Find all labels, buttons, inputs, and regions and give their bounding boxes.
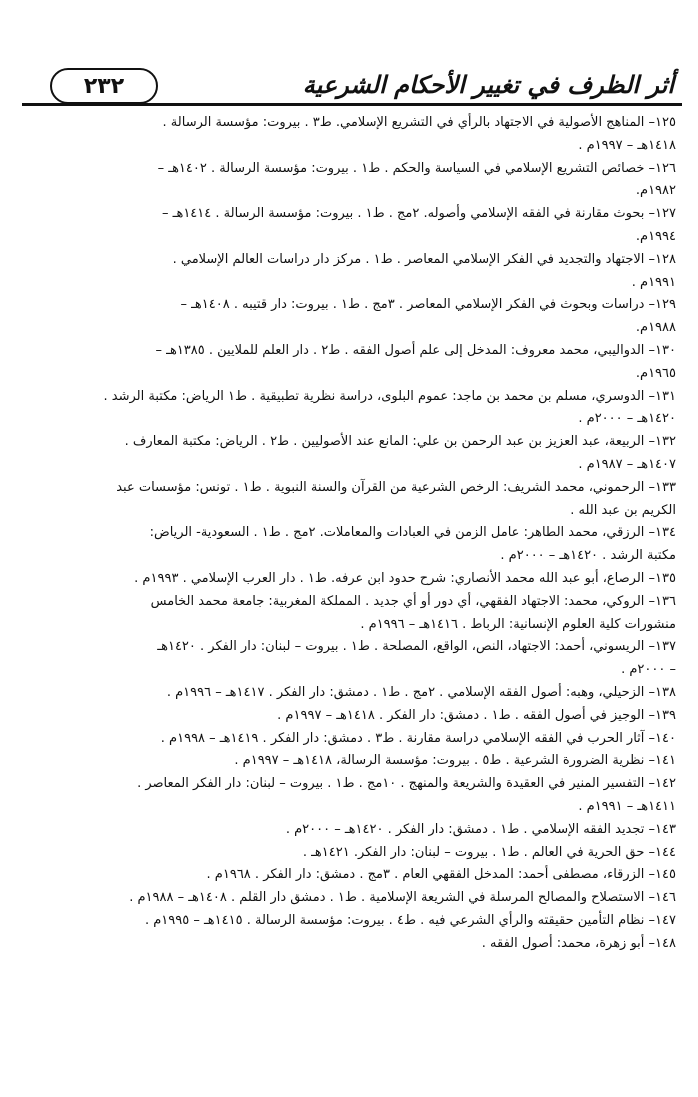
entry-number: ١٤١ <box>655 753 676 769</box>
bibliography-entry: ١٢٨– الاجتهاد والتجديد في الفكر الإسلامي المعاصر . ط١ . مركز دار دراسات العالم الإسلامي . ١٩٩١م . <box>16 249 676 295</box>
entry-text-line: الوجيز في أصول الفقه . ط١ . دمشق: دار الفكر . ١٤١٨هـ – ١٩٩٧م . <box>277 707 645 723</box>
bibliography-entry: ١٤٢– التفسير المنير في العقيدة والشريعة والمنهج . ١٠مج . ط١ . بيروت – لبنان: دار الفكر المعاصر . ١٤١١هـ – ١٩٩١م . <box>16 773 676 819</box>
entry-text-line: الدوسري، مسلم بن محمد بن ماجد: عموم البلوى، دراسة نظرية تطبيقية . ط١ الرياض: مكتبة الرشد . <box>103 388 645 404</box>
entry-text-line: ١٩٨٨م. <box>635 320 676 336</box>
entry-number: ١٢٥ <box>655 115 676 130</box>
page-header <box>22 62 682 108</box>
entry-text-line: الزرقاء، مصطفى أحمد: المدخل الفقهي العام . ٣مج . دمشق: دار الفكر . ١٩٦٨م . <box>206 867 645 883</box>
entry-number: ١٣٨ <box>655 684 676 700</box>
bibliography-entry: ١٣٩– الوجيز في أصول الفقه . ط١ . دمشق: دار الفكر . ١٤١٨هـ – ١٩٩٧م . <box>277 707 676 723</box>
entry-text-line: ١٤٠٧هـ – ١٩٨٧م . <box>578 456 676 472</box>
entry-number: ١٤٢ <box>655 776 676 792</box>
entry-text-line: خصائص التشريع الإسلامي في السياسة والحكم . ط١ . بيروت: مؤسسة الرسالة . ١٤٠٢هـ – <box>157 160 645 176</box>
entry-number: ١٤٦ <box>655 890 676 906</box>
entry-text-line: أبو زهرة، محمد: أصول الفقه . <box>481 935 645 951</box>
bibliography-entry: ١٤٦– الاستصلاح والمصالح المرسلة في الشريعة الإسلامية . ط١ . دمشق دار القلم . ١٤٠٨هـ – ١٩٨٨م . <box>129 890 676 906</box>
entry-number: ١٢٨ <box>655 251 676 267</box>
entry-text-line: ١٤١١هـ – ١٩٩١م . <box>578 798 676 814</box>
bibliography-entry: ١٤٨– أبو زهرة، محمد: أصول الفقه . <box>481 935 676 951</box>
entry-number: ١٣٩ <box>655 707 676 723</box>
entry-text-line: آثار الحرب في الفقه الإسلامي دراسة مقارنة . ط٣ . دمشق: دار الفكر . ١٤١٩هـ – ١٩٩٨م . <box>160 730 645 746</box>
entry-text-line: ١٩٩٤م. <box>635 228 676 244</box>
entry-text-line: الريسوني، أحمد: الاجتهاد، النص، الواقع، المصلحة . ط١ . بيروت – لبنان: دار الفكر . ١٤٢٠هـ <box>157 639 645 655</box>
header-rule <box>22 103 682 106</box>
entry-text-line: تجديد الفقه الإسلامي . ط١ . دمشق: دار الفكر . ١٤٢٠هـ – ٢٠٠٠م . <box>285 821 645 837</box>
bibliography-entry: ١٤٥– الزرقاء، مصطفى أحمد: المدخل الفقهي العام . ٣مج . دمشق: دار الفكر . ١٩٦٨م . <box>206 867 676 883</box>
entry-text-line: حق الحرية في العالم . ط١ . بيروت – لبنان: دار الفكر. ١٤٢١هـ . <box>302 844 645 860</box>
entry-text-line: المناهج الأصولية في الاجتهاد بالرأي في التشريع الإسلامي. ط٣ . بيروت: مؤسسة الرسالة . <box>162 115 645 130</box>
entry-text-line: ١٩٨٢م. <box>635 183 676 199</box>
entry-text-line: بحوث مقارنة في الفقه الإسلامي وأصوله. ٢مج . ط١ . بيروت: مؤسسة الرسالة . ١٤١٤هـ – <box>162 206 645 222</box>
entry-text-line: الاستصلاح والمصالح المرسلة في الشريعة الإسلامية . ط١ . دمشق دار القلم . ١٤٠٨هـ – ١٩٨٨م . <box>129 890 645 906</box>
entry-text-line: الزحيلي، وهبه: أصول الفقه الإسلامي . ٢مج . ط١ . دمشق: دار الفكر . ١٤١٧هـ – ١٩٩٦م . <box>166 684 645 700</box>
entry-text-line: نظام التأمين حقيقته والرأي الشرعي فيه . ط٤ . بيروت: مؤسسة الرسالة . ١٤١٥هـ – ١٩٩٥م . <box>144 912 645 928</box>
entry-number: ١٤٣ <box>655 821 676 837</box>
bibliography-entry: ١٢٦– خصائص التشريع الإسلامي في السياسة والحكم . ط١ . بيروت: مؤسسة الرسالة . ١٤٠٢هـ – ١٩٨٢م. <box>16 158 676 204</box>
entry-text-line: دراسات وبحوث في الفكر الإسلامي المعاصر . ٣مج . ط١ . بيروت: دار قتيبه . ١٤٠٨هـ – <box>180 297 645 313</box>
bibliography-entry: ١٣٢– الربيعة، عبد العزيز بن عبد الرحمن بن علي: المانع عند الأصوليين . ط٢ . الرياض: مكتبة المعارف . ١٤٠٧هـ – ١٩٨٧م . <box>16 431 676 477</box>
entry-number: ١٢٩ <box>655 297 676 313</box>
bibliography-entry: ١٤١– نظرية الضرورة الشرعية . ط٥ . بيروت: مؤسسة الرسالة، ١٤١٨هـ – ١٩٩٧م . <box>234 753 676 769</box>
page-number-badge: ٢٣٢ <box>50 68 158 104</box>
entry-text-line: الربيعة، عبد العزيز بن عبد الرحمن بن علي: المانع عند الأصوليين . ط٢ . الرياض: مكتبة المعارف . <box>124 434 645 450</box>
entry-text-line: الروكي، محمد: الاجتهاد الفقهي، أي دور أو أي جديد . المملكة المغربية: جامعة محمد الخامس <box>150 593 645 609</box>
entry-text-line: ١٤٢٠هـ – ٢٠٠٠م . <box>578 411 676 427</box>
entry-number: ١٤٠ <box>655 730 676 746</box>
bibliography-entry: ١٢٥– المناهج الأصولية في الاجتهاد بالرأي في التشريع الإسلامي. ط٣ . بيروت: مؤسسة الرسالة . ١٤١٨هـ – ١٩٩٧م . <box>16 112 676 158</box>
bibliography-entry: ١٤٠– آثار الحرب في الفقه الإسلامي دراسة مقارنة . ط٣ . دمشق: دار الفكر . ١٤١٩هـ – ١٩٩٨م . <box>160 730 676 746</box>
entry-number: ١٢٧ <box>655 206 676 222</box>
entry-number: ١٣٧ <box>655 639 676 655</box>
entry-number: ١٤٥ <box>655 867 676 883</box>
entry-text-line: نظرية الضرورة الشرعية . ط٥ . بيروت: مؤسسة الرسالة، ١٤١٨هـ – ١٩٩٧م . <box>234 753 645 769</box>
bibliography-entry: ١٣١– الدوسري، مسلم بن محمد بن ماجد: عموم البلوى، دراسة نظرية تطبيقية . ط١ الرياض: مكتبة الرشد . ١٤٢٠هـ – ٢٠٠٠م . <box>16 386 676 432</box>
entry-text-line: الرزقي، محمد الطاهر: عامل الزمن في العبادات والمعاملات. ٢مج . ط١ . السعودية- الرياض: <box>149 525 645 541</box>
entry-text-line: ١٩٦٥م. <box>635 365 676 381</box>
entry-number: ١٣٣ <box>655 479 676 495</box>
entry-text-line: الاجتهاد والتجديد في الفكر الإسلامي المعاصر . ط١ . مركز دار دراسات العالم الإسلامي . <box>172 251 645 267</box>
entry-text-line: الرحموني، محمد الشريف: الرخص الشرعية من القرآن والسنة النبوية . ط١ . تونس: مؤسسات عبد <box>116 479 645 495</box>
entry-number: ١٢٦ <box>655 160 676 176</box>
bibliography-entry: ١٣٥– الرصاع، أبو عبد الله محمد الأنصاري: شرح حدود ابن عرفه. ط١ . دار العرب الإسلامي . ١٩٩٣م . <box>134 570 676 586</box>
entry-text-line: الكريم بن عبد الله . <box>570 502 676 518</box>
bibliography-list <box>16 112 676 955</box>
bibliography-entry: ١٤٤– حق الحرية في العالم . ط١ . بيروت – لبنان: دار الفكر. ١٤٢١هـ . <box>302 844 676 860</box>
entry-text-line: التفسير المنير في العقيدة والشريعة والمنهج . ١٠مج . ط١ . بيروت – لبنان: دار الفكر المعاصر . <box>137 776 645 792</box>
entry-number: ١٣٤ <box>655 525 676 541</box>
bibliography-entry: ١٣٠– الدواليبي، محمد معروف: المدخل إلى علم أصول الفقه . ط٢ . دار العلم للملايين . ١٣٨٥هـ – ١٩٦٥م. <box>16 340 676 386</box>
entry-text-line: الدواليبي، محمد معروف: المدخل إلى علم أصول الفقه . ط٢ . دار العلم للملايين . ١٣٨٥هـ – <box>155 342 645 358</box>
entry-number: ١٣٢ <box>655 434 676 450</box>
bibliography-entry: ١٢٩– دراسات وبحوث في الفكر الإسلامي المعاصر . ٣مج . ط١ . بيروت: دار قتيبه . ١٤٠٨هـ – ١٩٨٨م. <box>16 294 676 340</box>
bibliography-entry: ١٣٨– الزحيلي، وهبه: أصول الفقه الإسلامي . ٢مج . ط١ . دمشق: دار الفكر . ١٤١٧هـ – ١٩٩٦م . <box>166 684 676 700</box>
entry-number: ١٣١ <box>655 388 676 404</box>
entry-number: ١٤٨ <box>655 935 676 951</box>
entry-number: ١٣٦ <box>655 593 676 609</box>
entry-text-line: الرصاع، أبو عبد الله محمد الأنصاري: شرح حدود ابن عرفه. ط١ . دار العرب الإسلامي . ١٩٩٣م . <box>134 570 645 586</box>
bibliography-entry: ١٣٣– الرحموني، محمد الشريف: الرخص الشرعية من القرآن والسنة النبوية . ط١ . تونس: مؤسسات عبد الكريم بن عبد الله . <box>16 477 676 523</box>
entry-number: ١٤٧ <box>655 912 676 928</box>
bibliography-entry: ١٣٤– الرزقي، محمد الطاهر: عامل الزمن في العبادات والمعاملات. ٢مج . ط١ . السعودية- الرياض: مكتبة الرشد . ١٤٢٠هـ – ٢٠٠٠م . <box>16 522 676 568</box>
running-title: أثر الظرف في تغيير الأحكام الشرعية <box>302 70 674 99</box>
entry-text-line: – ٢٠٠٠م . <box>621 662 676 678</box>
bibliography-entry: ١٣٦– الروكي، محمد: الاجتهاد الفقهي، أي دور أو أي جديد . المملكة المغربية: جامعة محمد الخامس منشورات كلية العلوم الإنسانية: الرباط . ١٤١٦هـ – ١٩٩٦م . <box>16 591 676 637</box>
bibliography-entry: ١٣٧– الريسوني، أحمد: الاجتهاد، النص، الواقع، المصلحة . ط١ . بيروت – لبنان: دار الفكر . ١٤٢٠هـ – ٢٠٠٠م . <box>16 636 676 682</box>
entry-text-line: مكتبة الرشد . ١٤٢٠هـ – ٢٠٠٠م . <box>500 548 676 564</box>
entry-text-line: ١٩٩١م . <box>631 274 676 290</box>
entry-text-line: ١٤١٨هـ – ١٩٩٧م . <box>578 137 676 153</box>
entry-number: ١٤٤ <box>655 844 676 860</box>
bibliography-entry: ١٤٧– نظام التأمين حقيقته والرأي الشرعي فيه . ط٤ . بيروت: مؤسسة الرسالة . ١٤١٥هـ – ١٩٩٥م . <box>144 912 676 928</box>
bibliography-entry: ١٤٣– تجديد الفقه الإسلامي . ط١ . دمشق: دار الفكر . ١٤٢٠هـ – ٢٠٠٠م . <box>285 821 676 837</box>
entry-number: ١٣٥ <box>655 570 676 586</box>
entry-number: ١٣٠ <box>655 342 676 358</box>
bibliography-entry: ١٢٧– بحوث مقارنة في الفقه الإسلامي وأصوله. ٢مج . ط١ . بيروت: مؤسسة الرسالة . ١٤١٤هـ – ١٩٩٤م. <box>16 203 676 249</box>
entry-text-line: منشورات كلية العلوم الإنسانية: الرباط . ١٤١٦هـ – ١٩٩٦م . <box>360 616 676 632</box>
